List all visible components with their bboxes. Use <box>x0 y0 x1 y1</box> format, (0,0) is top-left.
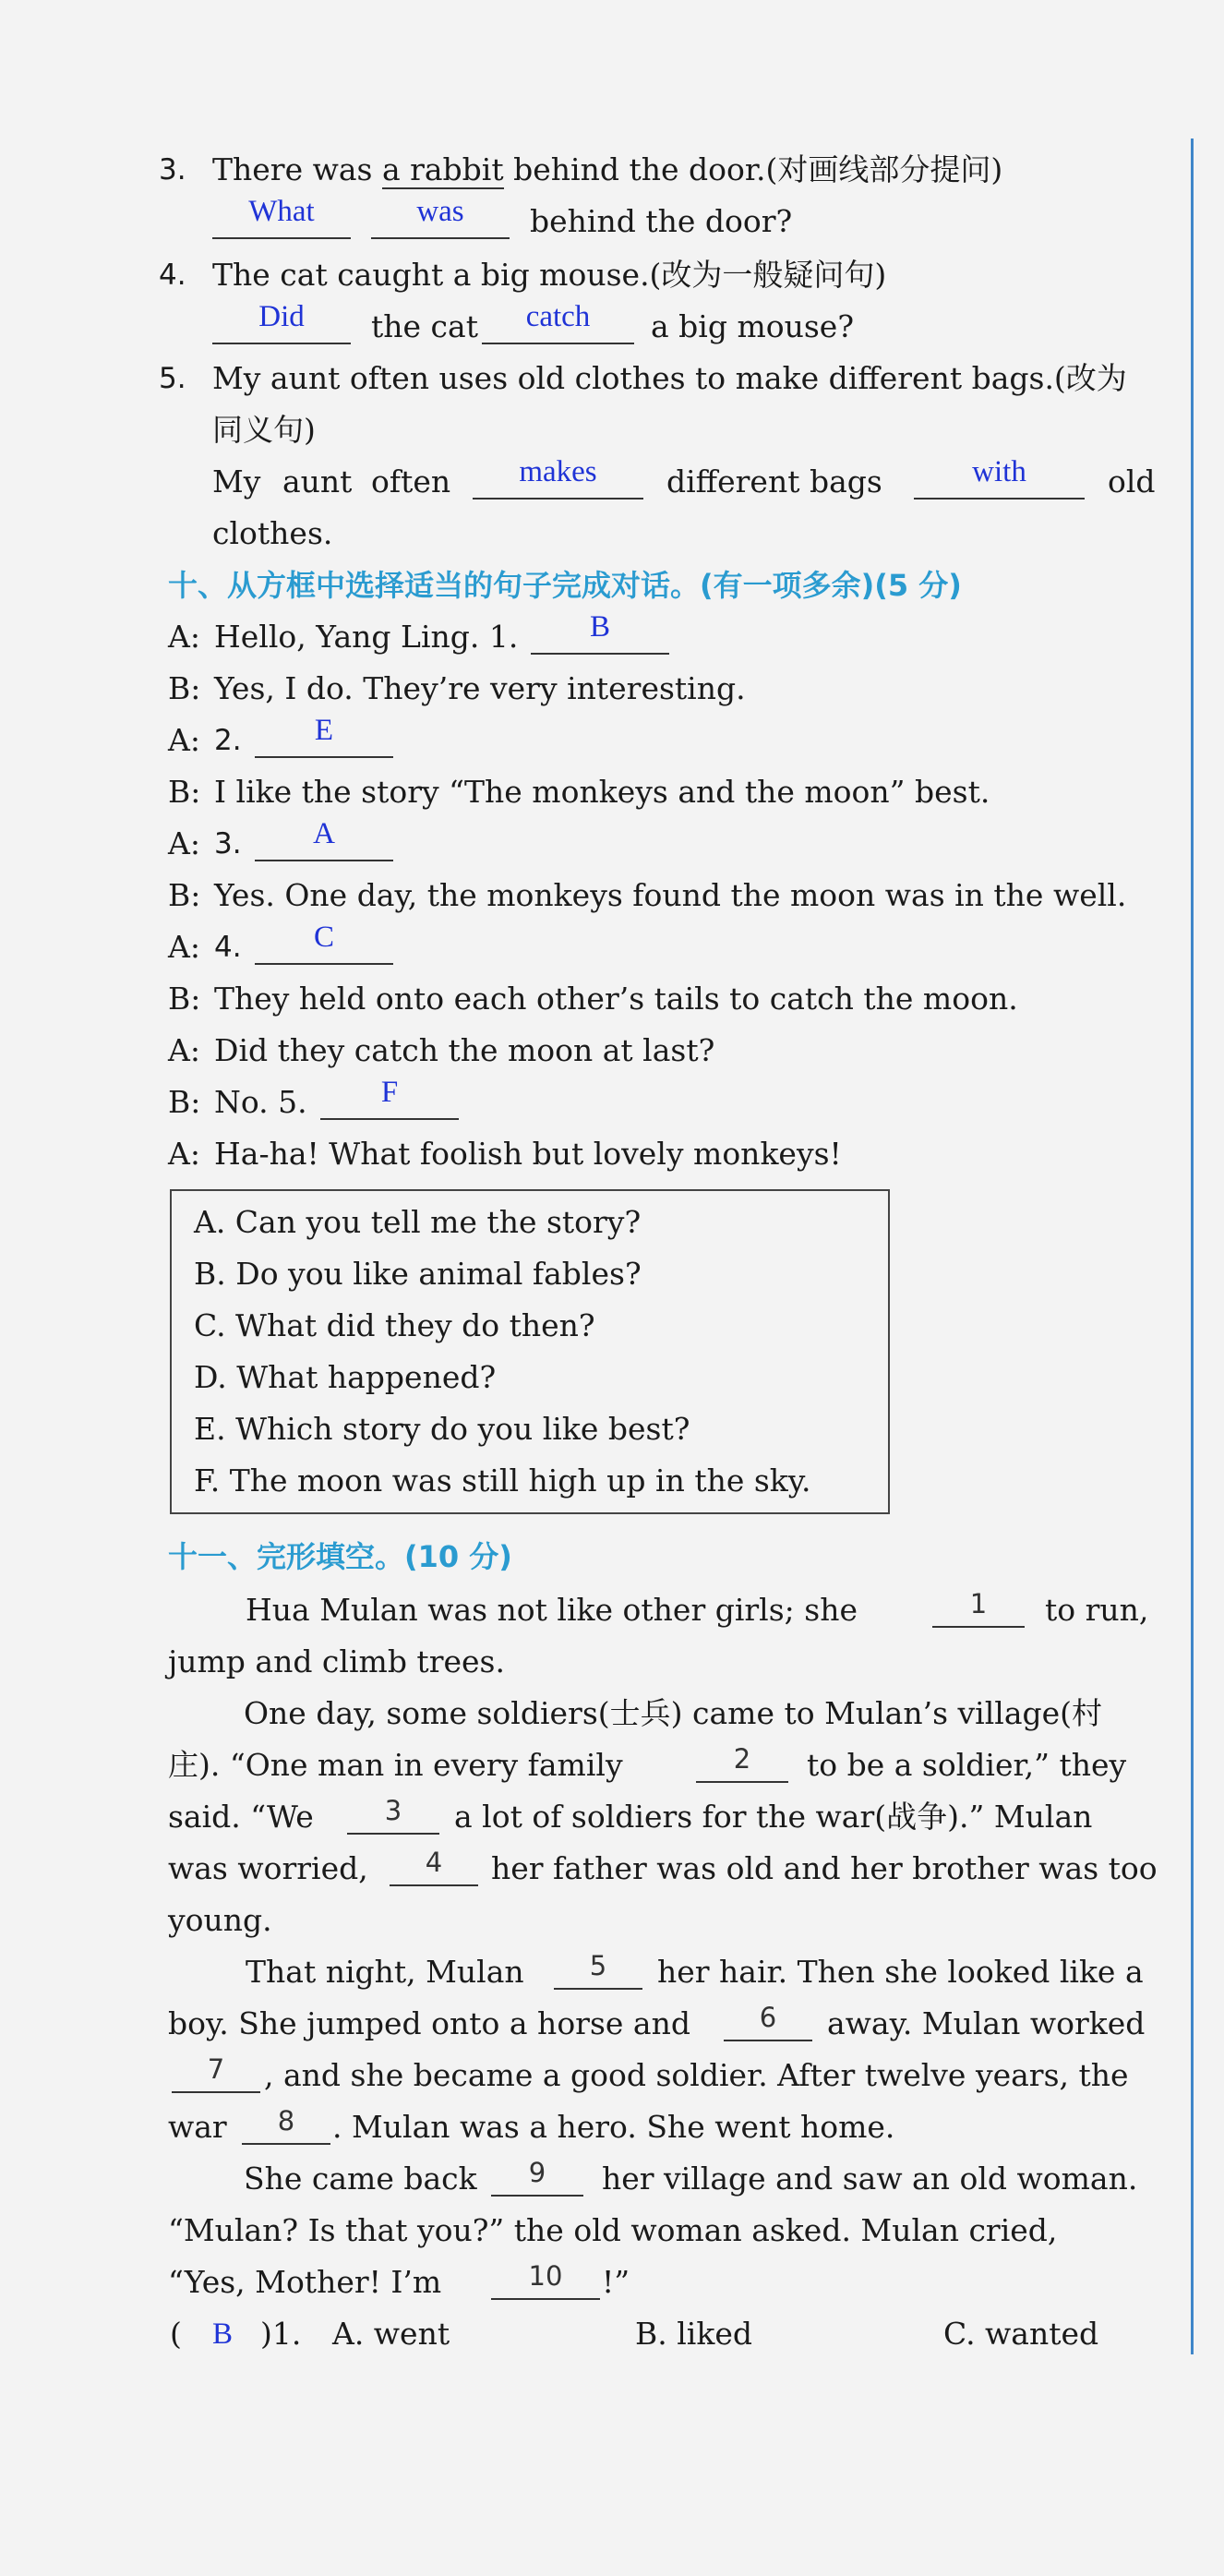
option-item: F. The moon was still high up in the sky. <box>194 1463 811 1499</box>
mc-answer[interactable]: B <box>212 2317 234 2351</box>
cloze-blank[interactable] <box>172 2053 260 2093</box>
cloze-text: !” <box>602 2264 630 2300</box>
blank-number: 1 <box>969 1588 988 1619</box>
answer-blank[interactable] <box>914 455 1085 500</box>
speaker-label: B: <box>168 670 201 706</box>
cloze-blank[interactable] <box>390 1847 478 1886</box>
margin-rule <box>1191 138 1194 2354</box>
blank-number: 9 <box>528 2157 546 2188</box>
answer-text: Did <box>258 300 305 333</box>
cloze-text: her hair. Then she looked like a <box>657 1954 1144 1990</box>
section-10-title: 十、从方框中选择适当的句子完成对话。(有一项多余)(5 分) <box>168 568 962 603</box>
dialogue-text: 2. <box>214 724 242 757</box>
answer-text: E <box>314 714 334 747</box>
q5-text-2: 同义句) <box>212 412 316 448</box>
cloze-text: a lot of soldiers for the war(战争).” Mulan <box>454 1799 1093 1835</box>
q5-word: My <box>212 463 261 500</box>
dialogue-text: Yes. One day, the monkeys found the moon was in the well. <box>214 877 1127 913</box>
q5-word: often <box>371 463 451 500</box>
cloze-text: , and she became a good soldier. After twelve years, the <box>264 2057 1129 2093</box>
answer-text: What <box>248 195 315 228</box>
q3-text-after: behind the door.(对画线部分提问) <box>503 151 1003 187</box>
q4-tail: a big mouse? <box>651 308 855 344</box>
blank-number: 5 <box>589 1950 607 1981</box>
q4-text: The cat caught a big mouse.(改为一般疑问句) <box>212 257 887 293</box>
speaker-label: A: <box>168 1032 200 1068</box>
answer-blank[interactable] <box>255 714 393 758</box>
blank-number: 3 <box>384 1795 402 1826</box>
option-item: C. What did they do then? <box>194 1307 595 1343</box>
cloze-text: said. “We <box>168 1799 314 1835</box>
cloze-text: . Mulan was a hero. She went home. <box>332 2109 895 2145</box>
q3-tail: behind the door? <box>530 203 793 239</box>
cloze-blank[interactable] <box>724 2002 812 2041</box>
cloze-blank[interactable] <box>242 2105 330 2145</box>
dialogue-text: Yes, I do. They’re very interesting. <box>214 670 746 706</box>
cloze-text: Hua Mulan was not like other girls; she <box>246 1592 858 1628</box>
cloze-text: young. <box>168 1902 272 1938</box>
answer-blank[interactable] <box>482 300 634 344</box>
cloze-blank[interactable] <box>932 1588 1025 1628</box>
cloze-text: to run, <box>1045 1592 1149 1628</box>
dialogue-text: No. 5. <box>214 1084 307 1120</box>
cloze-text: One day, some soldiers(士兵) came to Mulan’s village(村 <box>244 1695 1103 1731</box>
dialogue-text: 4. <box>214 931 242 964</box>
q5-tail: old <box>1108 463 1156 500</box>
speaker-label: B: <box>168 774 201 810</box>
blank-number: 4 <box>425 1847 443 1878</box>
option-item: B. Do you like animal fables? <box>194 1256 642 1292</box>
dialogue-text: 3. <box>214 827 242 861</box>
cloze-text: her father was old and her brother was too <box>491 1850 1158 1886</box>
speaker-label: B: <box>168 981 201 1017</box>
option-item: D. What happened? <box>194 1359 497 1395</box>
answer-text: makes <box>519 455 597 488</box>
q5-tail-2: clothes. <box>212 515 333 551</box>
blank-number: 6 <box>759 2002 777 2033</box>
blank-number: 8 <box>277 2105 295 2137</box>
q5-mid: different bags <box>666 463 882 500</box>
cloze-text: jump and climb trees. <box>168 1643 505 1679</box>
speaker-label: B: <box>168 877 201 913</box>
speaker-label: A: <box>168 619 200 655</box>
question-number: 5. <box>159 362 186 395</box>
speaker-label: A: <box>168 825 200 861</box>
answer-text: F <box>380 1076 399 1109</box>
cloze-blank[interactable] <box>491 2157 583 2197</box>
section-11-title: 十一、完形填空。(10 分) <box>168 1539 512 1574</box>
dialogue-text: Ha-ha! What foolish but lovely monkeys! <box>214 1136 842 1172</box>
cloze-text: was worried, <box>168 1850 368 1886</box>
cloze-text: 庄). “One man in every family <box>168 1747 623 1783</box>
cloze-blank[interactable] <box>491 2260 600 2300</box>
answer-blank[interactable] <box>371 195 510 239</box>
answer-blank[interactable] <box>255 817 393 861</box>
speaker-label: A: <box>168 722 200 758</box>
cloze-blank[interactable] <box>696 1743 788 1783</box>
speaker-label: A: <box>168 1136 200 1172</box>
mc-option-a: A. went <box>332 2316 450 2352</box>
dialogue-text: I like the story “The monkeys and the moon” best. <box>214 774 990 810</box>
dialogue-text: They held onto each other’s tails to catch the moon. <box>214 981 1018 1017</box>
option-item: E. Which story do you like best? <box>194 1411 690 1447</box>
answer-blank[interactable] <box>320 1076 459 1120</box>
dialogue-text: Did they catch the moon at last? <box>214 1032 715 1068</box>
paren-open: ( <box>170 2316 182 2352</box>
cloze-text: to be a soldier,” they <box>807 1747 1127 1783</box>
q3-underlined-part: a rabbit <box>381 151 504 187</box>
mc-number: )1. <box>260 2316 302 2352</box>
cloze-blank[interactable] <box>347 1795 439 1835</box>
blank-number: 2 <box>733 1743 751 1775</box>
answer-text: catch <box>525 300 591 333</box>
answer-text: B <box>589 610 610 644</box>
dialogue-text: Hello, Yang Ling. 1. <box>214 619 519 655</box>
option-item: A. Can you tell me the story? <box>194 1204 642 1240</box>
answer-text: C <box>313 921 334 954</box>
answer-text: with <box>972 455 1026 488</box>
answer-text: was <box>416 195 464 228</box>
blank-number: 7 <box>207 2053 225 2085</box>
answer-blank[interactable] <box>212 300 351 344</box>
blank-number: 10 <box>528 2260 563 2292</box>
question-number: 4. <box>159 259 186 292</box>
answer-text: A <box>313 817 335 850</box>
q5-text: My aunt often uses old clothes to make different bags.(改为 <box>212 360 1127 396</box>
q5-word: aunt <box>282 463 353 500</box>
cloze-blank[interactable] <box>554 1950 642 1990</box>
answer-blank[interactable] <box>531 610 669 655</box>
q4-mid: the cat <box>371 308 478 344</box>
answer-blank[interactable] <box>212 195 351 239</box>
speaker-label: A: <box>168 929 200 965</box>
cloze-text: She came back <box>244 2161 477 2197</box>
cloze-text: “Mulan? Is that you?” the old woman asked. Mulan cried, <box>168 2212 1058 2248</box>
cloze-text: “Yes, Mother! I’m <box>168 2264 442 2300</box>
answer-blank[interactable] <box>255 921 393 965</box>
cloze-text: war <box>168 2109 227 2145</box>
q3-text-before: There was <box>212 151 382 187</box>
mc-option-c: C. wanted <box>943 2316 1099 2352</box>
answer-blank[interactable] <box>473 455 643 500</box>
cloze-text: That night, Mulan <box>246 1954 524 1990</box>
question-number: 3. <box>159 153 186 187</box>
cloze-text: her village and saw an old woman. <box>602 2161 1138 2197</box>
cloze-text: away. Mulan worked <box>827 2005 1146 2041</box>
mc-option-b: B. liked <box>635 2316 752 2352</box>
cloze-text: boy. She jumped onto a horse and <box>168 2005 690 2041</box>
speaker-label: B: <box>168 1084 201 1120</box>
